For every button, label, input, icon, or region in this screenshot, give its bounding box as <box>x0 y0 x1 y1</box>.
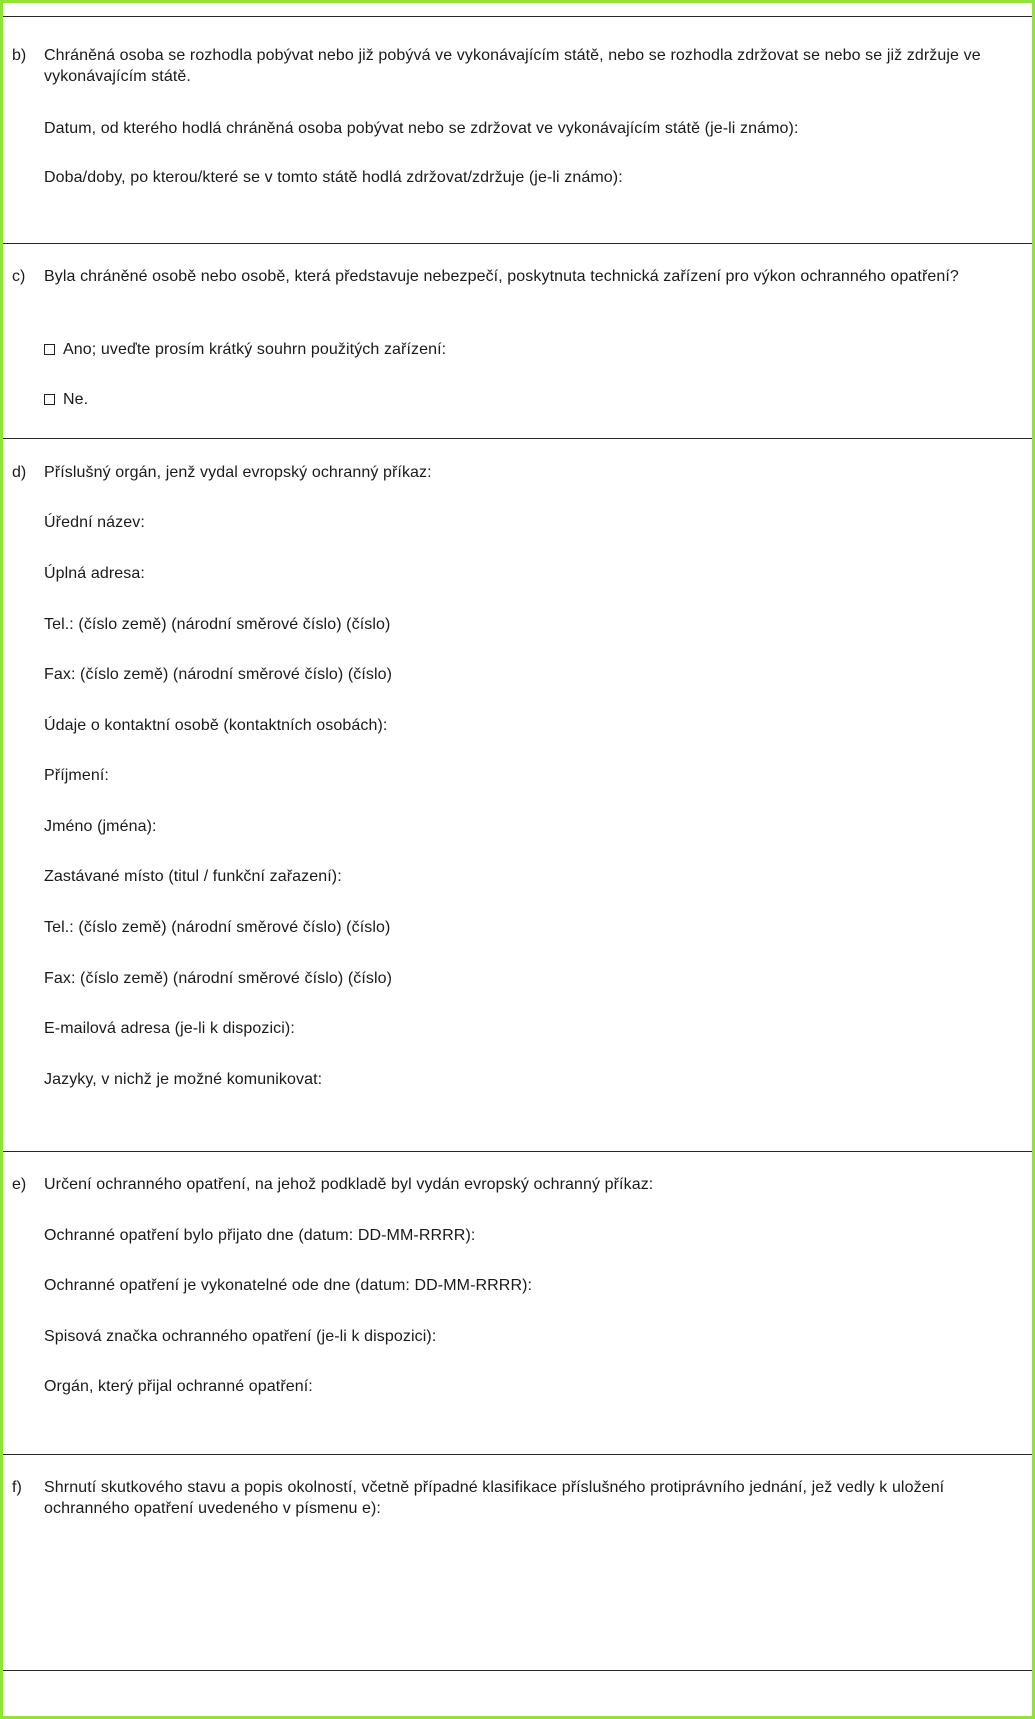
tel-label: Tel.: (číslo země) (národní směrové číslo) (číslo) <box>44 616 391 633</box>
protection-measure-heading: Určení ochranného opatření, na jehož podkladě byl vydán evropský ochranný příkaz: <box>44 1176 654 1193</box>
separator-top <box>3 16 1032 17</box>
section-letter: f) <box>12 1479 22 1496</box>
email-label: E-mailová adresa (je-li k dispozici): <box>44 1020 295 1037</box>
separator-d-e <box>3 1151 1032 1152</box>
contact-fax-label: Fax: (číslo země) (národní směrové číslo) (číslo) <box>44 970 393 987</box>
position-label: Zastávané místo (titul / funkční zařazení): <box>44 868 342 885</box>
authority-label: Orgán, který přijal ochranné opatření: <box>44 1378 313 1395</box>
option-no-row <box>44 389 1024 410</box>
issuing-authority-heading: Příslušný orgán, jenž vydal evropský ochranný příkaz: <box>44 464 432 481</box>
option-yes-row <box>44 339 1024 360</box>
section-letter: c) <box>12 268 26 285</box>
separator-c-d <box>3 438 1032 439</box>
full-address-label: Úplná adresa: <box>44 565 145 582</box>
first-names-label: Jméno (jména): <box>44 818 157 835</box>
separator-e-f <box>3 1454 1032 1455</box>
official-name-label: Úřední název: <box>44 514 145 531</box>
file-reference-label: Spisová značka ochranného opatření (je-li k dispozici): <box>44 1328 437 1345</box>
separator-bottom <box>3 1670 1032 1671</box>
technical-devices-question: Byla chráněné osobě nebo osobě, která představuje nebezpečí, poskytnuta technická zařízení pro výkon ochranného opatření? <box>44 268 959 285</box>
no-checkbox[interactable] <box>44 394 55 405</box>
no-option-label: Ne. <box>63 391 89 408</box>
section-b-statement: Chráněná osoba se rozhodla pobývat nebo již pobývá ve vykonávajícím státě, nebo se rozhodla zdržovat se nebo se již zdržuje ve vykonávajícím státě. <box>44 47 981 85</box>
section-letter: b) <box>12 47 27 64</box>
fax-label: Fax: (číslo země) (národní směrové číslo) (číslo) <box>44 666 393 683</box>
period-field-label: Doba/doby, po kterou/které se v tomto státě hodlá zdržovat/zdržuje (je-li známo): <box>44 169 623 186</box>
yes-checkbox[interactable] <box>44 344 55 355</box>
section-letter: e) <box>12 1176 27 1193</box>
languages-label: Jazyky, v nichž je možné komunikovat: <box>44 1071 323 1088</box>
surname-label: Příjmení: <box>44 767 109 784</box>
adopted-date-label: Ochranné opatření bylo přijato dne (datum: DD-MM-RRRR): <box>44 1227 476 1244</box>
facts-summary-heading: Shrnutí skutkového stavu a popis okolností, včetně případné klasifikace příslušného protiprávního jednání, jež vedly k uložení ochranného opatření uvedeného v písmenu e): <box>44 1479 945 1517</box>
contact-tel-label: Tel.: (číslo země) (národní směrové číslo) (číslo) <box>44 919 391 936</box>
yes-option-label: Ano; uveďte prosím krátký souhrn použitých zařízení: <box>63 341 447 358</box>
contact-details-label: Údaje o kontaktní osobě (kontaktních osobách): <box>44 717 388 734</box>
enforceable-date-label: Ochranné opatření je vykonatelné ode dne (datum: DD-MM-RRRR): <box>44 1277 533 1294</box>
section-letter: d) <box>12 464 27 481</box>
date-from-field-label: Datum, od kterého hodlá chráněná osoba pobývat nebo se zdržovat ve vykonávajícím státě (je-li známo): <box>44 120 799 137</box>
separator-b-c <box>3 243 1032 244</box>
